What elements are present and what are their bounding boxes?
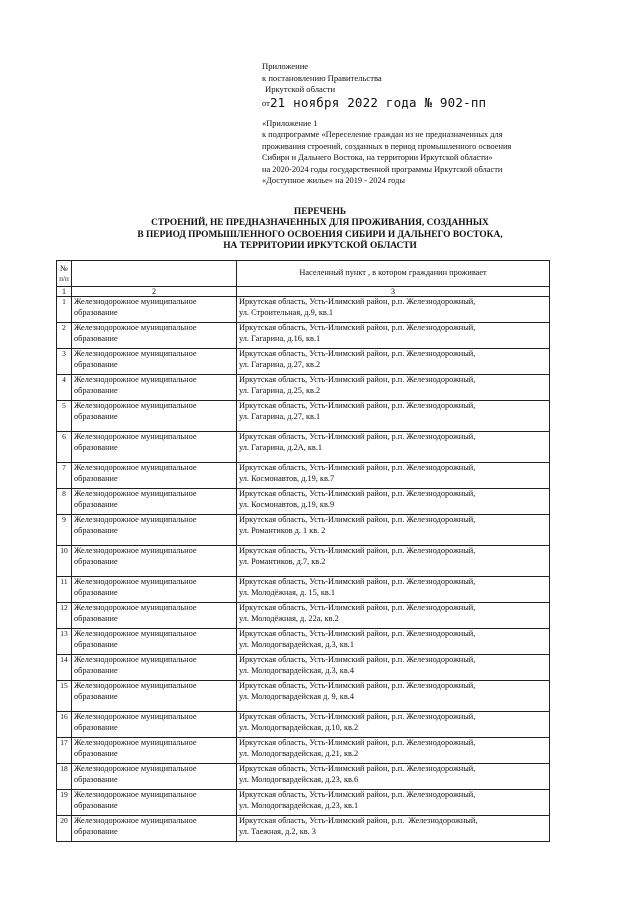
title-line: НА ТЕРРИТОРИИ ИРКУТСКОЙ ОБЛАСТИ: [223, 240, 417, 251]
address-line: Иркутская область, Усть-Илимский район, р.п. Железнодорожный,: [239, 297, 476, 306]
municipality-line: образование: [74, 774, 118, 784]
table-row: [57, 738, 550, 764]
table-row: [57, 790, 550, 816]
row-number-cell: 1: [57, 297, 72, 323]
municipality-line: Железнодорожное муниципальное: [74, 515, 197, 524]
table-header-row: [57, 261, 550, 287]
address-line: ул. Гагарина, д.25, кв.2: [239, 385, 321, 395]
municipality-line: Железнодорожное муниципальное: [74, 603, 197, 612]
table-row: [57, 629, 550, 655]
municipality-line: Железнодорожное муниципальное: [74, 681, 197, 690]
municipality-cell: [72, 816, 237, 842]
municipality-cell: [72, 764, 237, 790]
address-cell: [237, 297, 550, 323]
municipality-line: образование: [74, 359, 118, 369]
municipality-cell: [72, 681, 237, 712]
municipality-line: образование: [74, 639, 118, 649]
municipality-cell: [72, 655, 237, 681]
address-line: ул. Романтиков, д.7, кв.2: [239, 556, 326, 566]
address-cell: [237, 401, 550, 432]
address-line: Иркутская область, Усть-Илимский район, р.п. Железнодорожный,: [239, 577, 476, 586]
address-line: Иркутская область, Усть-Илимский район, р.п. Железнодорожный,: [239, 790, 476, 799]
address-cell: [237, 681, 550, 712]
decree-date-number: 21 ноября 2022 года № 902-пп: [269, 94, 487, 110]
address-line: Иркутская область, Усть-Илимский район, р.п. Железнодорожный,: [239, 432, 476, 441]
table-row: [57, 655, 550, 681]
municipality-line: образование: [74, 826, 118, 836]
address-line: ул. Гагарина, д.16, кв.1: [239, 333, 321, 343]
municipality-cell: [72, 629, 237, 655]
address-line: ул. Молодогвардейская, д.23, кв.6: [239, 774, 359, 784]
table-row: [57, 546, 550, 577]
municipality-line: образование: [74, 333, 118, 343]
municipality-line: образование: [74, 748, 118, 758]
address-line: Иркутская область, Усть-Илимский район, р.п. Железнодорожный,: [239, 681, 476, 690]
row-number-cell: 10: [57, 546, 72, 577]
address-line: Иркутская область, Усть-Илимский район, р.п. Железнодорожный,: [239, 401, 476, 410]
municipality-cell: [72, 463, 237, 489]
address-line: ул. Космонавтов, д.19, кв.7: [239, 473, 335, 483]
address-line: ул. Молодогвардейская, д.23, кв.1: [239, 800, 359, 810]
municipality-cell: [72, 297, 237, 323]
address-line: ул. Молодёжная, д. 22а, кв.2: [239, 613, 339, 623]
municipality-line: образование: [74, 691, 118, 701]
row-number-cell: 19: [57, 790, 72, 816]
municipality-line: образование: [74, 442, 118, 452]
address-line: ул. Гагарина, д.2А, кв.1: [239, 442, 323, 452]
municipality-line: Железнодорожное муниципальное: [74, 629, 197, 638]
table-row: [57, 681, 550, 712]
municipality-line: образование: [74, 613, 118, 623]
table-row: [57, 349, 550, 375]
address-line: Иркутская область, Усть-Илимский район, р.п. Железнодорожный,: [239, 629, 476, 638]
municipality-cell: [72, 577, 237, 603]
title-line: ПЕРЕЧЕНЬ: [293, 207, 347, 217]
municipality-cell: [72, 375, 237, 401]
address-line: Иркутская область, Усть-Илимский район, р.п. Железнодорожный,: [239, 816, 478, 825]
address-line: Иркутская область, Усть-Илимский район, р.п. Железнодорожный,: [239, 375, 476, 384]
municipality-cell: [72, 489, 237, 515]
row-number-cell: 9: [57, 515, 72, 546]
document-title: [80, 207, 560, 252]
appendix-header: [262, 61, 602, 110]
address-cell: [237, 463, 550, 489]
municipality-cell: [72, 738, 237, 764]
municipality-line: образование: [74, 665, 118, 675]
date-prefix: от: [262, 97, 270, 108]
municipality-cell: [72, 790, 237, 816]
municipality-line: Железнодорожное муниципальное: [74, 790, 197, 799]
row-number-cell: 15: [57, 681, 72, 712]
header-municipality-cell: [72, 261, 237, 287]
program-note-line: на 2020-2024 годы государственной программы Иркутской области: [262, 164, 503, 174]
address-line: ул. Молодогвардейская д. 9, кв.4: [239, 691, 354, 701]
address-line: ул. Таежная, д.2, кв. 3: [239, 826, 316, 836]
header-num-abbr: п/п: [59, 274, 69, 283]
address-cell: [237, 577, 550, 603]
table-row: [57, 432, 550, 463]
municipality-line: Железнодорожное муниципальное: [74, 738, 197, 747]
municipality-line: Железнодорожное муниципальное: [74, 463, 197, 472]
address-line: ул. Гагарина, д.27, кв.1: [239, 411, 321, 421]
row-number-cell: 13: [57, 629, 72, 655]
address-cell: [237, 515, 550, 546]
row-number-cell: 2: [57, 323, 72, 349]
column-index-cell: 2: [72, 287, 237, 297]
municipality-line: Железнодорожное муниципальное: [74, 655, 197, 664]
municipality-line: образование: [74, 473, 118, 483]
address-cell: [237, 764, 550, 790]
address-line: ул. Молодогвардейская, д.21, кв.2: [239, 748, 359, 758]
municipality-cell: [72, 712, 237, 738]
municipality-line: Железнодорожное муниципальное: [74, 349, 197, 358]
address-line: Иркутская область, Усть-Илимский район, р.п. Железнодорожный,: [239, 738, 476, 747]
table-row: [57, 712, 550, 738]
table-row: [57, 577, 550, 603]
column-index-cell: 1: [57, 287, 72, 297]
address-cell: [237, 432, 550, 463]
row-number-cell: 8: [57, 489, 72, 515]
row-number-cell: 16: [57, 712, 72, 738]
municipality-line: Железнодорожное муниципальное: [74, 375, 197, 384]
address-line: Иркутская область, Усть-Илимский район, р.п. Железнодорожный,: [239, 655, 476, 664]
address-line: ул. Молодогвардейская, д.10, кв.2: [239, 722, 359, 732]
address-line: ул. Гагарина, д.27, кв.2: [239, 359, 321, 369]
address-line: ул. Молодогвардейская, д.3, кв.4: [239, 665, 354, 675]
address-line: ул. Космонавтов, д.19, кв.9: [239, 499, 335, 509]
municipality-cell: [72, 349, 237, 375]
address-line: Иркутская область, Усть-Илимский район, р.п. Железнодорожный,: [239, 489, 476, 498]
decree-date-line: [262, 96, 602, 110]
municipality-line: Железнодорожное муниципальное: [74, 432, 197, 441]
column-index-cell: 3: [237, 287, 550, 297]
municipality-line: Железнодорожное муниципальное: [74, 712, 197, 721]
table-body: [57, 261, 550, 842]
title-line: СТРОЕНИЙ, НЕ ПРЕДНАЗНАЧЕННЫХ ДЛЯ ПРОЖИВАНИЯ, СОЗДАННЫХ: [151, 218, 489, 229]
table-row: [57, 816, 550, 842]
table-row: [57, 297, 550, 323]
table-row: [57, 323, 550, 349]
address-line: ул. Молодёжная, д. 15, кв.1: [239, 587, 336, 597]
municipality-cell: [72, 323, 237, 349]
municipality-line: образование: [74, 307, 118, 317]
buildings-table: [56, 260, 550, 842]
municipality-line: Железнодорожное муниципальное: [74, 489, 197, 498]
municipality-line: образование: [74, 525, 118, 535]
address-cell: [237, 323, 550, 349]
row-number-cell: 12: [57, 603, 72, 629]
program-note-line: к подпрограмме «Переселение граждан из не предназначенных для: [262, 130, 503, 140]
address-line: Иркутская область, Усть-Илимский район, р.п. Железнодорожный,: [239, 764, 476, 773]
row-number-cell: 6: [57, 432, 72, 463]
municipality-line: Железнодорожное муниципальное: [74, 816, 197, 825]
address-cell: [237, 546, 550, 577]
row-number-cell: 7: [57, 463, 72, 489]
header-place-cell: Населенный пункт , в котором гражданин проживает: [237, 261, 550, 287]
address-line: Иркутская область, Усть-Илимский район, р.п. Железнодорожный,: [239, 515, 476, 524]
address-line: Иркутская область, Усть-Илимский район, р.п. Железнодорожный,: [239, 603, 476, 612]
appendix-line: Приложение: [262, 61, 309, 71]
municipality-line: образование: [74, 800, 118, 810]
municipality-cell: [72, 432, 237, 463]
row-number-cell: 17: [57, 738, 72, 764]
column-index-row: [57, 287, 550, 297]
municipality-line: Железнодорожное муниципальное: [74, 577, 197, 586]
program-note-line: «Приложение 1: [262, 119, 318, 128]
municipality-cell: [72, 515, 237, 546]
row-number-cell: 14: [57, 655, 72, 681]
address-line: ул. Молодогвардейская, д.3, кв.1: [239, 639, 354, 649]
table-row: [57, 603, 550, 629]
address-cell: [237, 712, 550, 738]
address-line: Иркутская область, Усть-Илимский район, р.п. Железнодорожный,: [239, 323, 476, 332]
header-num-cell: [57, 261, 72, 287]
address-line: Иркутская область, Усть-Илимский район, р.п. Железнодорожный,: [239, 712, 476, 721]
address-cell: [237, 629, 550, 655]
address-cell: [237, 816, 550, 842]
row-number-cell: 18: [57, 764, 72, 790]
address-cell: [237, 655, 550, 681]
address-cell: [237, 349, 550, 375]
address-line: ул. Романтиков д. 1 кв. 2: [239, 525, 326, 535]
table-row: [57, 489, 550, 515]
municipality-cell: [72, 401, 237, 432]
municipality-line: Железнодорожное муниципальное: [74, 401, 197, 410]
appendix-line: Иркутской области: [265, 84, 336, 94]
address-line: Иркутская область, Усть-Илимский район, р.п. Железнодорожный,: [239, 546, 476, 555]
table-row: [57, 463, 550, 489]
address-line: Иркутская область, Усть-Илимский район, р.п. Железнодорожный,: [239, 349, 476, 358]
municipality-line: Железнодорожное муниципальное: [74, 764, 197, 773]
address-line: Иркутская область, Усть-Илимский район, р.п. Железнодорожный,: [239, 463, 476, 472]
municipality-line: образование: [74, 556, 118, 566]
municipality-line: образование: [74, 411, 118, 421]
municipality-cell: [72, 603, 237, 629]
row-number-cell: 5: [57, 401, 72, 432]
title-line: В ПЕРИОД ПРОМЫШЛЕННОГО ОСВОЕНИЯ СИБИРИ И ДАЛЬНЕГО ВОСТОКА,: [137, 229, 503, 240]
municipality-line: образование: [74, 499, 118, 509]
row-number-cell: 4: [57, 375, 72, 401]
program-note: [262, 118, 562, 186]
address-cell: [237, 489, 550, 515]
address-cell: [237, 738, 550, 764]
program-note-line: «Доступное жилье» на 2019 - 2024 годы: [262, 176, 406, 186]
row-number-cell: 3: [57, 349, 72, 375]
municipality-line: образование: [74, 722, 118, 732]
municipality-line: Железнодорожное муниципальное: [74, 323, 197, 332]
table-row: [57, 401, 550, 432]
municipality-cell: [72, 546, 237, 577]
header-num-symbol: №: [60, 264, 68, 274]
address-line: ул. Строительная, д.9, кв.1: [239, 307, 334, 317]
program-note-line: проживания строений, созданных в период промышленного освоения: [262, 141, 512, 151]
table-row: [57, 515, 550, 546]
table-row: [57, 764, 550, 790]
table-row: [57, 375, 550, 401]
address-cell: [237, 790, 550, 816]
address-cell: [237, 603, 550, 629]
program-note-line: Сибири и Дальнего Востока, на территории Иркутской области»: [262, 153, 493, 163]
municipality-line: образование: [74, 587, 118, 597]
row-number-cell: 20: [57, 816, 72, 842]
address-cell: [237, 375, 550, 401]
municipality-line: Железнодорожное муниципальное: [74, 546, 197, 555]
municipality-line: Железнодорожное муниципальное: [74, 297, 197, 306]
appendix-line: к постановлению Правительства: [262, 72, 382, 83]
row-number-cell: 11: [57, 577, 72, 603]
municipality-line: образование: [74, 385, 118, 395]
